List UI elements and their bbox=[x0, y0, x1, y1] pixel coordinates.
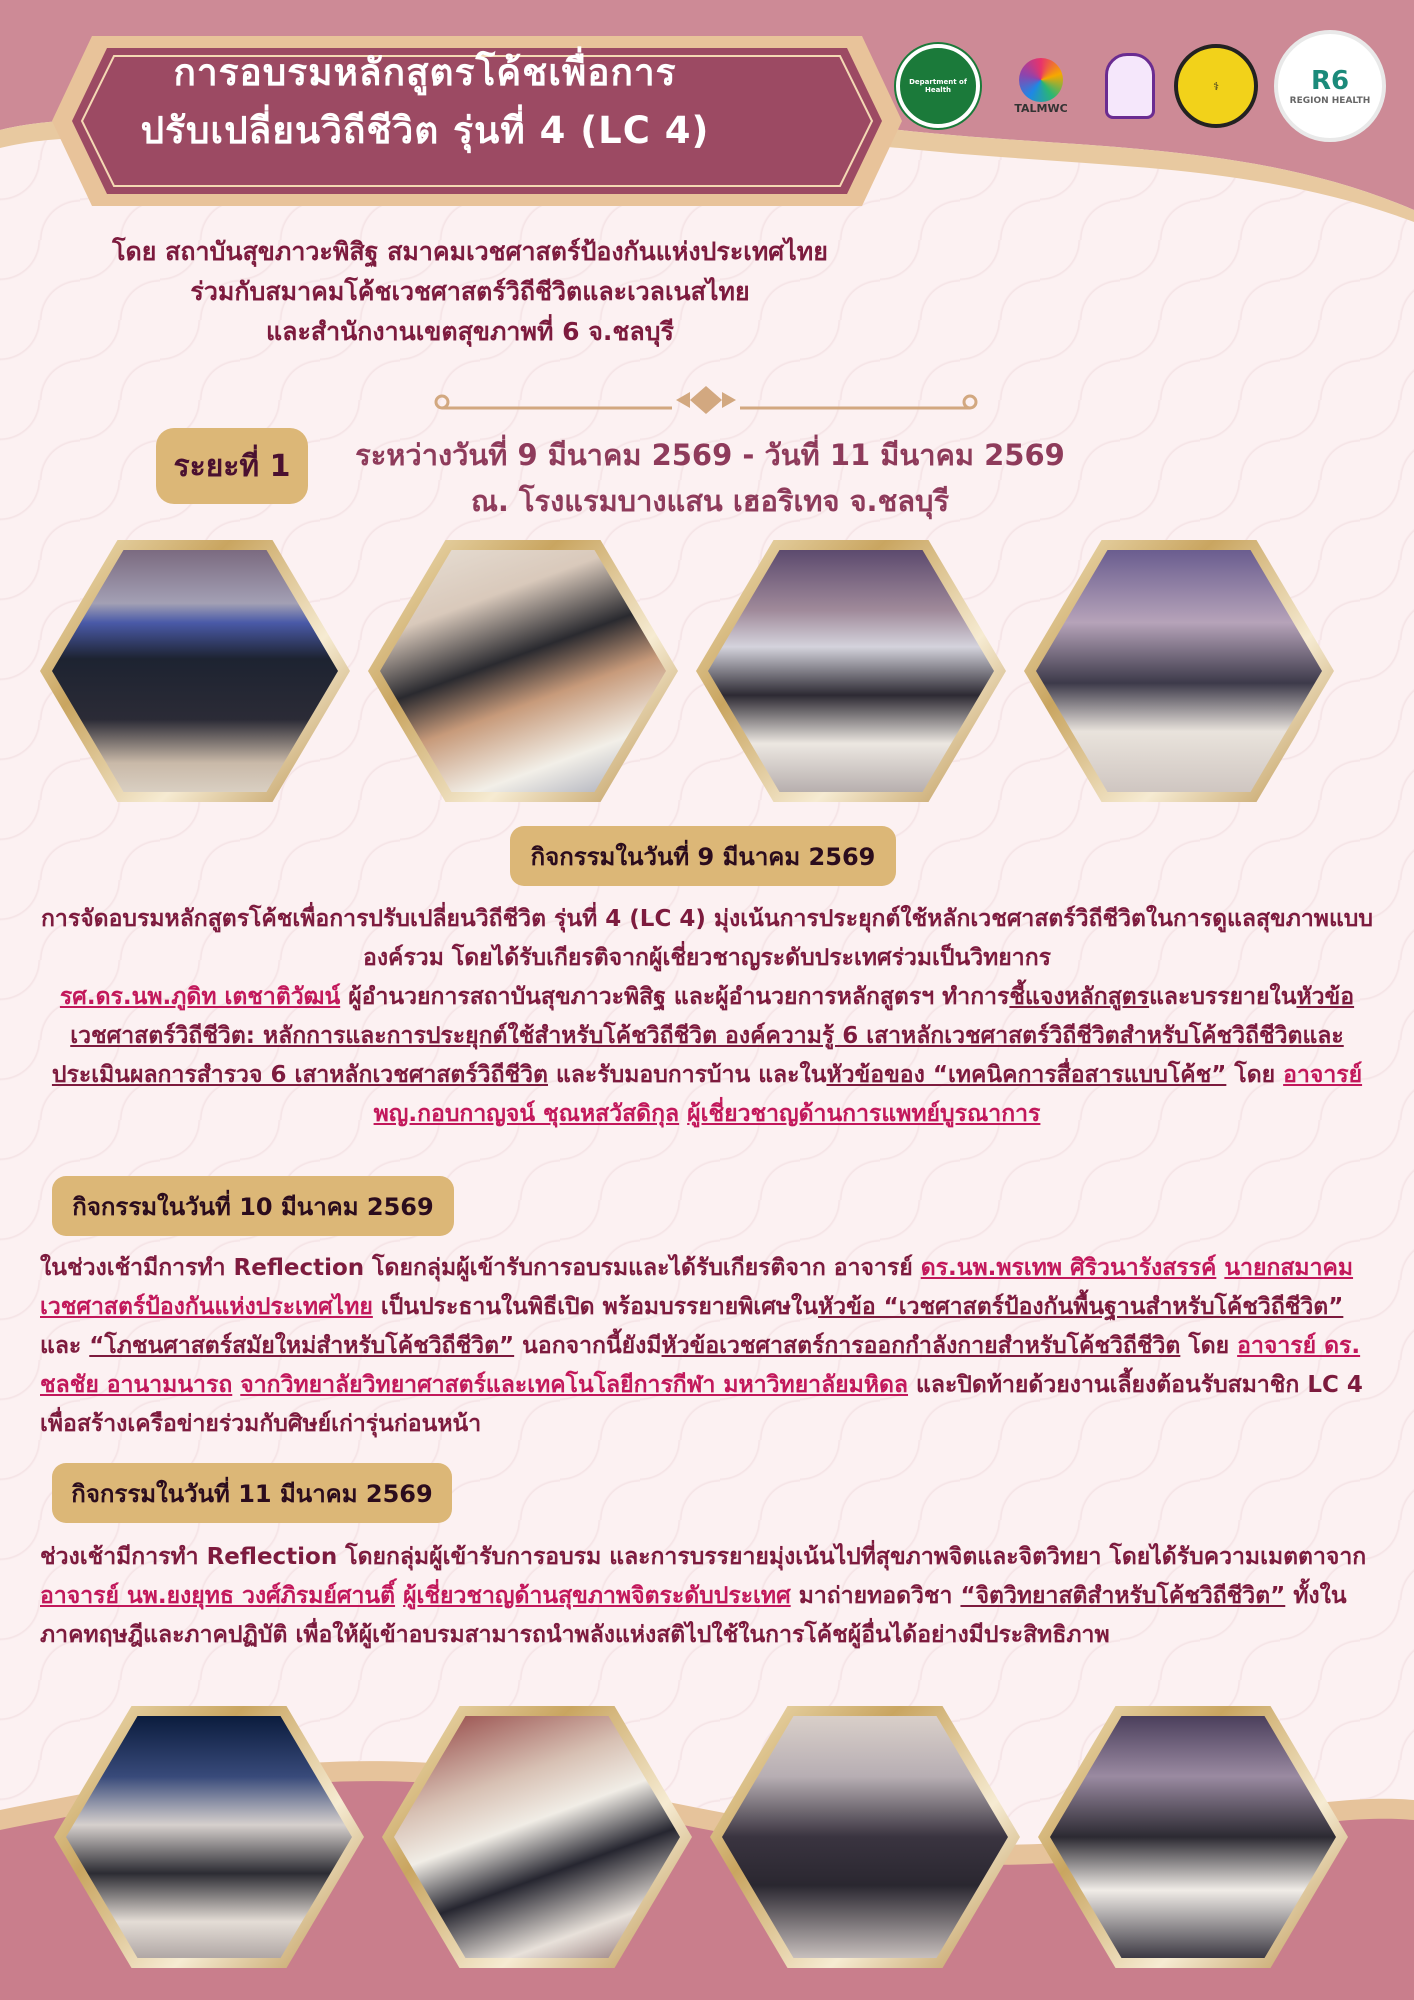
divider-ornament bbox=[432, 380, 980, 420]
photo-gallery-top bbox=[40, 540, 1380, 810]
partner-logos bbox=[896, 30, 1386, 142]
talmwc-logo: TALMWC bbox=[996, 48, 1086, 124]
day2-description: ในช่วงเช้ามีการทำ Reflection โดยกลุ่มผู้เข้ารับการอบรมและได้รับเกียรติจาก อาจารย์ ดร.นพ.พรเทพ ศิริวนารังสรรค์ นายกสมาคมเวชศาสตร์ป้องกันแห่งประเทศไทย เป็นประธานในพิธีเปิด พร้อมบรรยายพิเศษในหัวข้อ “เวชศาสตร์ป้องกันพื้นฐานสำหรับโค้ชวิถีชีวิต” และ “โภชนศาสตร์สมัยใหม่สำหรับโค้ชวิถีชีวิต” นอกจากนี้ยังมีหัวข้อเวชศาสตร์การออกกำลังกายสำหรับโค้ชวิถีชีวิต โดย อาจารย์ ดร. ชลชัย อานามนารถ จากวิทยาลัยวิทยาศาสตร์และเทคโนโลยีการกีฬา มหาวิทยาลัยมหิดล และปิดท้ายด้วยงานเลี้ยงต้อนรับสมาชิก LC 4 เพื่อสร้างเครือข่ายร่วมกับศิษย์เก่ารุ่นก่อนหน้า bbox=[40, 1255, 1363, 1437]
region6-health-logo: R6 REGION HEALTH bbox=[1274, 30, 1386, 142]
photo-workshop bbox=[368, 540, 678, 802]
page-title bbox=[110, 44, 740, 160]
photo-standing-session bbox=[710, 1706, 1020, 1968]
phase-venue: ณ. โรงแรมบางแสน เฮอริเทจ จ.ชลบุรี bbox=[470, 484, 950, 518]
day2-speaker-2: อาจารย์ ดร. ชลชัย อานามนารถ bbox=[40, 1333, 1361, 1398]
phase-badge: ระยะที่ 1 bbox=[156, 428, 308, 504]
organizers-line-2: ร่วมกับสมาคมโค้ชเวชศาสตร์วิถีชีวิตและเวลเนสไทย bbox=[190, 277, 750, 306]
crest-logo bbox=[1102, 48, 1158, 124]
title-line-1: การอบรมหลักสูตรโค้ชเพื่อการ bbox=[173, 51, 677, 94]
photo-lecture-hall bbox=[696, 540, 1006, 802]
photo-group-shot bbox=[40, 540, 350, 802]
organizers bbox=[40, 232, 900, 352]
photo-ballroom-group bbox=[54, 1706, 364, 1968]
moph-logo: Department of Health bbox=[896, 44, 980, 128]
day3-badge: กิจกรรมในวันที่ 11 มีนาคม 2569 bbox=[52, 1463, 452, 1523]
association-seal-logo: ⚕ bbox=[1174, 44, 1258, 128]
day3-speaker: อาจารย์ นพ.ยงยุทธ วงศ์ภิรมย์ศานติ์ bbox=[40, 1583, 396, 1609]
day1-description: การจัดอบรมหลักสูตรโค้ชเพื่อการปรับเปลี่ยนวิถีชีวิต รุ่นที่ 4 (LC 4) มุ่งเน้นการประยุกต์ใช้หลักเวชศาสตร์วิถีชีวิตในการดูแลสุขภาพแบบองค์รวม โดยได้รับเกียรติจากผู้เชี่ยวชาญระดับประเทศร่วมเป็นวิทยากร รศ.ดร.นพ.ภูดิท เตชาติวัฒน์ ผู้อำนวยการสถาบันสุขภาวะพิสิฐ และผู้อำนวยการหลักสูตรฯ ทำการชี้แจงหลักสูตรและบรรยายในหัวข้อ เวชศาสตร์วิถีชีวิต: หลักการและการประยุกต์ใช้สำหรับโค้ชวิถีชีวิต องค์ความรู้ 6 เสาหลักเวชศาสตร์วิถีชีวิตสำหรับโค้ชวิถีชีวิตและประเมินผลการสำรวจ 6 เสาหลักเวชศาสตร์วิถีชีวิต และรับมอบการบ้าน และในหัวข้อของ “เทคนิคการสื่อสารแบบโค้ช” โดย อาจารย์ พญ.กอบกาญจน์ ชุณหสวัสดิกุล ผู้เชี่ยวชาญด้านการแพทย์บูรณาการ bbox=[41, 906, 1373, 1127]
organizers-line-3: และสำนักงานเขตสุขภาพที่ 6 จ.ชลบุรี bbox=[266, 317, 674, 346]
day1-speaker-2: อาจารย์ พญ.กอบกาญจน์ ชุณหสวัสดิกุล bbox=[373, 1062, 1363, 1127]
title-line-2: ปรับเปลี่ยนวิถีชีวิต รุ่นที่ 4 (LC 4) bbox=[140, 109, 710, 152]
day1-speaker-1: รศ.ดร.นพ.ภูดิท เตชาติวัฒน์ bbox=[59, 984, 341, 1010]
photo-activity-circle bbox=[1038, 1706, 1348, 1968]
day2-badge: กิจกรรมในวันที่ 10 มีนาคม 2569 bbox=[52, 1176, 454, 1236]
photo-gallery-bottom bbox=[40, 1706, 1380, 1976]
phase-dates: ระหว่างวันที่ 9 มีนาคม 2569 - วันที่ 11 มีนาคม 2569 bbox=[355, 438, 1065, 472]
phase-info bbox=[300, 432, 1120, 524]
day1-badge: กิจกรรมในวันที่ 9 มีนาคม 2569 bbox=[510, 826, 896, 886]
day2-speaker-1: ดร.นพ.พรเทพ ศิริวนารังสรรค์ bbox=[920, 1255, 1217, 1281]
organizers-line-1: โดย สถาบันสุขภาวะพิสิฐ สมาคมเวชศาสตร์ป้องกันแห่งประเทศไทย bbox=[112, 237, 828, 266]
photo-lecturer-microphone bbox=[382, 1706, 692, 1968]
photo-speaker bbox=[1024, 540, 1334, 802]
day3-description: ช่วงเช้ามีการทำ Reflection โดยกลุ่มผู้เข้ารับการอบรม และการบรรยายมุ่งเน้นไปที่สุขภาพจิตและจิตวิทยา โดยได้รับความเมตตาจาก อาจารย์ นพ.ยงยุทธ วงศ์ภิรมย์ศานติ์ ผู้เชี่ยวชาญด้านสุขภาพจิตระดับประเทศ มาถ่ายทอดวิชา “จิตวิทยาสติสำหรับโค้ชวิถีชีวิต” ทั้งในภาคทฤษฎีและภาคปฏิบัติ เพื่อให้ผู้เข้าอบรมสามารถนำพลังแห่งสติไปใช้ในการโค้ชผู้อื่นได้อย่างมีประสิทธิภาพ bbox=[40, 1544, 1367, 1648]
